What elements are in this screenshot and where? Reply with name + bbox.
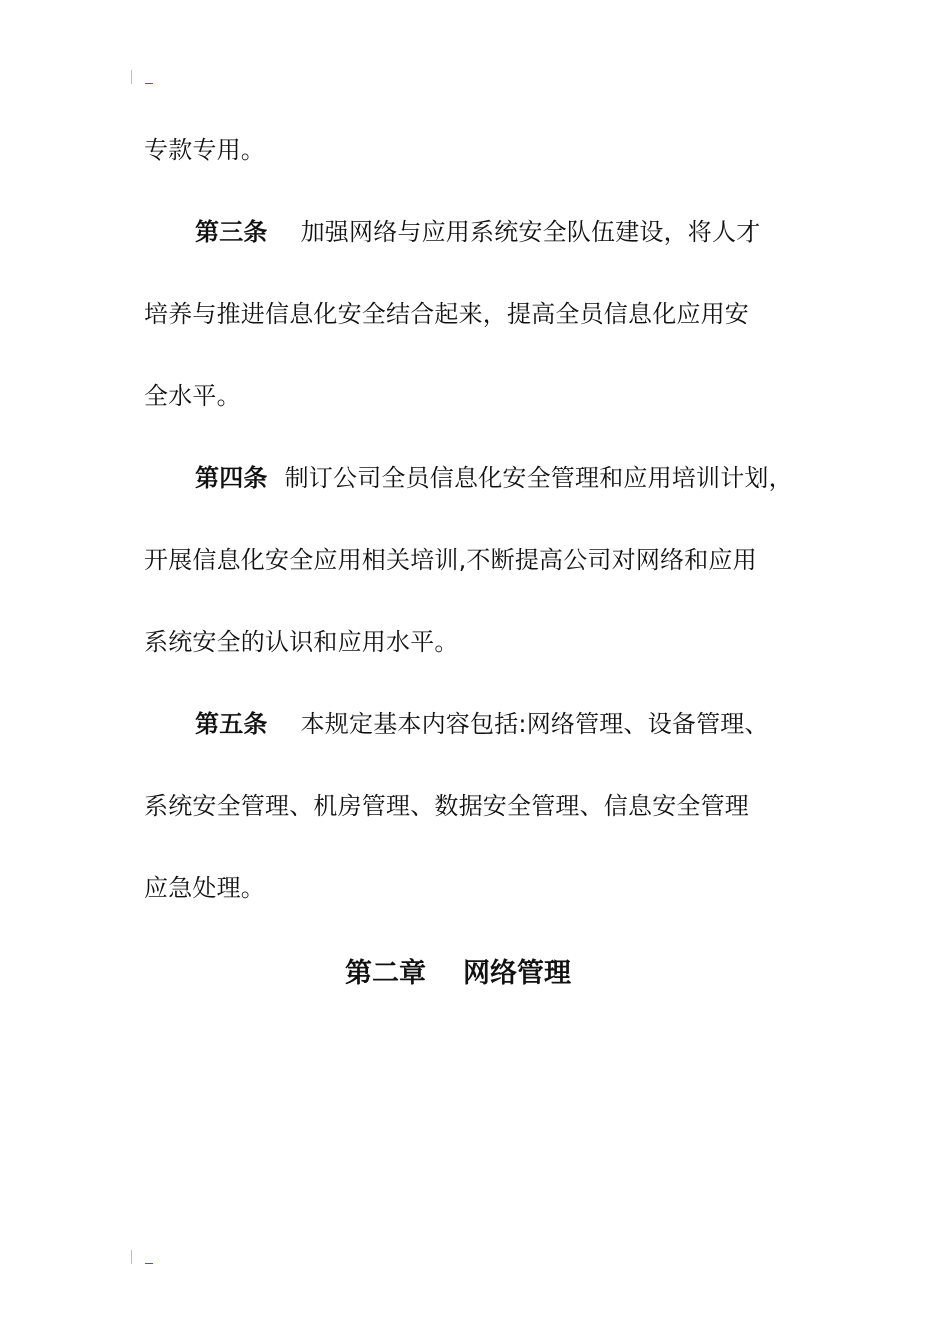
article-number: 第四条	[195, 464, 268, 492]
chapter-heading	[144, 955, 824, 992]
article-5-line-2: 系统安全管理、机房管理、数据安全管理、信息安全管理	[144, 792, 749, 820]
article-3-line-1	[144, 214, 824, 251]
corner-vertical-line	[131, 1250, 132, 1264]
article-number: 第三条	[195, 218, 268, 246]
article-text: 加强网络与应用系统安全队伍建设，将人才	[300, 218, 761, 246]
chapter-title: 网络管理	[463, 958, 571, 989]
article-text: 本规定基本内容包括:网络管理、设备管理、	[300, 710, 769, 738]
page-corner-mark-bottom	[131, 1250, 155, 1266]
page-corner-mark-top	[131, 70, 155, 86]
article-5-line-3: 应急处理。	[144, 874, 265, 902]
article-number: 第五条	[195, 710, 268, 738]
corner-horizontal-line	[145, 1263, 153, 1264]
corner-vertical-line	[131, 70, 132, 84]
chapter-number: 第二章	[345, 958, 426, 989]
article-3-line-2: 培养与推进信息化安全结合起来，提高全员信息化应用安	[144, 300, 749, 328]
corner-horizontal-line	[145, 83, 153, 84]
article-4-line-2: 开展信息化安全应用相关培训,不断提高公司对网络和应用	[144, 546, 757, 574]
paragraph-line: 专款专用。	[144, 136, 265, 164]
article-4-line-1	[144, 460, 824, 497]
article-3-line-3: 全水平。	[144, 382, 241, 410]
document-body	[144, 132, 824, 992]
article-5-line-1	[144, 706, 824, 743]
article-text: 制订公司全员信息化安全管理和应用培训计划，	[284, 464, 793, 492]
article-4-line-3: 系统安全的认识和应用水平。	[144, 628, 459, 656]
